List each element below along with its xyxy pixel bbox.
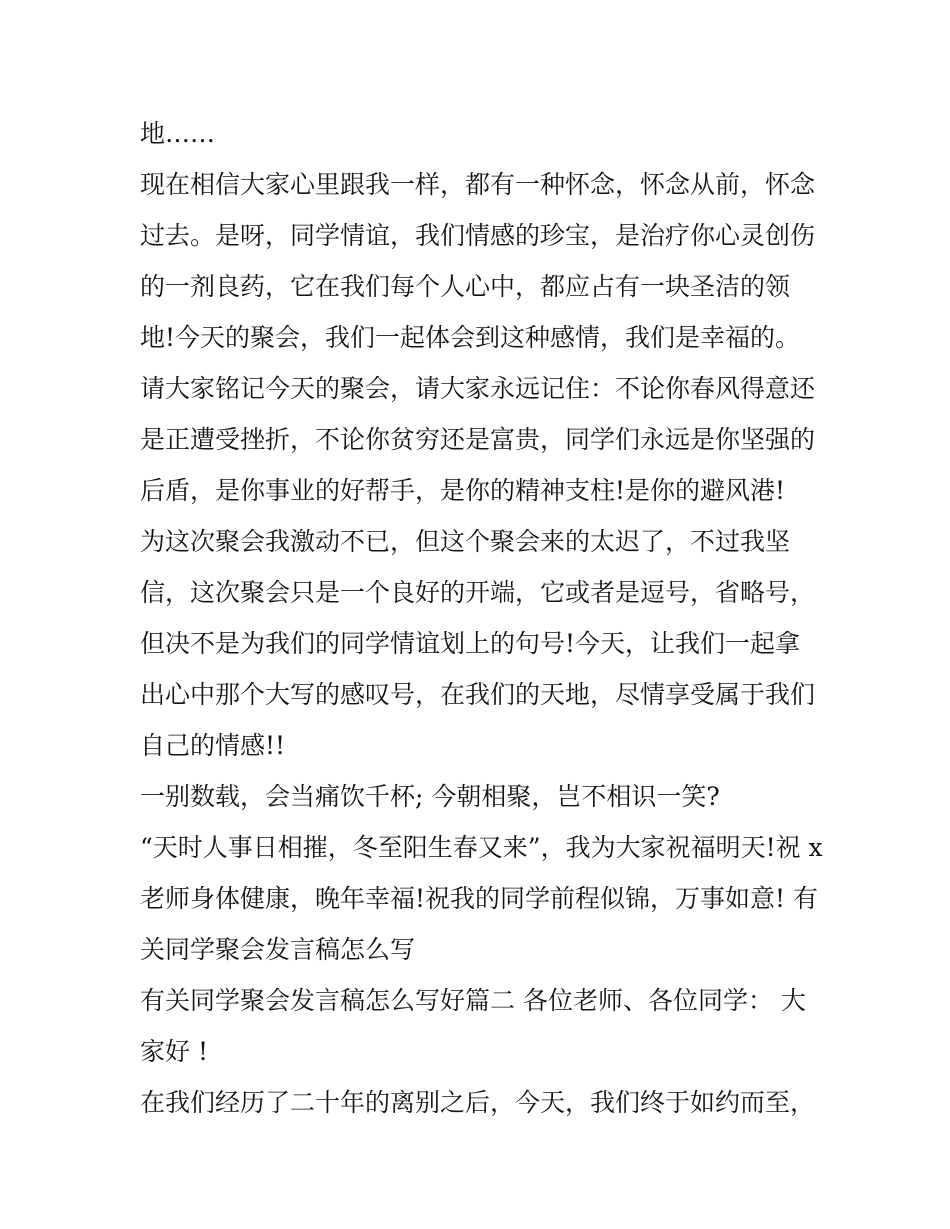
- text-line: 自己的情感!!: [140, 731, 286, 760]
- text-line: 请大家铭记今天的聚会，请大家永远记住：不论你春风得意还: [140, 374, 816, 403]
- text-line: 有关同学聚会发言稿怎么写好篇二 各位老师、各位同学： 大: [140, 986, 806, 1015]
- text-line: 在我们经历了二十年的离别之后，今天，我们终于如约而至，: [140, 1088, 816, 1117]
- text-line: 家好 !: [140, 1037, 208, 1066]
- text-line: 出心中那个大写的感叹号，在我们的天地，尽情享受属于我们: [140, 680, 816, 709]
- text-line: 但决不是为我们的同学情谊划上的句号!今天，让我们一起拿: [140, 629, 801, 658]
- text-line: 地!今天的聚会，我们一起体会到这种感情，我们是幸福的。: [140, 323, 801, 352]
- body-text: [140, 108, 823, 1128]
- text-line: 是正遭受挫折，不论你贫穷还是富贵，同学们永远是你坚强的: [140, 425, 816, 454]
- text-line: 后盾，是你事业的好帮手，是你的精神支柱!是你的避风港!: [140, 476, 786, 505]
- text-line: 一别数载，会当痛饮千杯; 今朝相聚，岂不相识一笑?: [140, 782, 720, 811]
- text-line: “天时人事日相摧，冬至阳生春又来”，我为大家祝福明天!祝 x: [140, 833, 823, 862]
- text-line: 老师身体健康，晚年幸福!祝我的同学前程似锦，万事如意! 有: [140, 884, 819, 913]
- text-line: 关同学聚会发言稿怎么写: [140, 935, 416, 964]
- text-line: 现在相信大家心里跟我一样，都有一种怀念，怀念从前，怀念: [140, 170, 816, 199]
- text-line: 过去。是呀，同学情谊，我们情感的珍宝，是治疗你心灵创伤: [140, 221, 816, 250]
- text-line: 地……: [140, 119, 216, 148]
- text-line: 为这次聚会我激动不已，但这个聚会来的太迟了，不过我坚: [140, 527, 791, 556]
- text-line: 的一剂良药，它在我们每个人心中，都应占有一块圣洁的领: [140, 272, 791, 301]
- text-line: 信，这次聚会只是一个良好的开端，它或者是逗号，省略号，: [140, 578, 816, 607]
